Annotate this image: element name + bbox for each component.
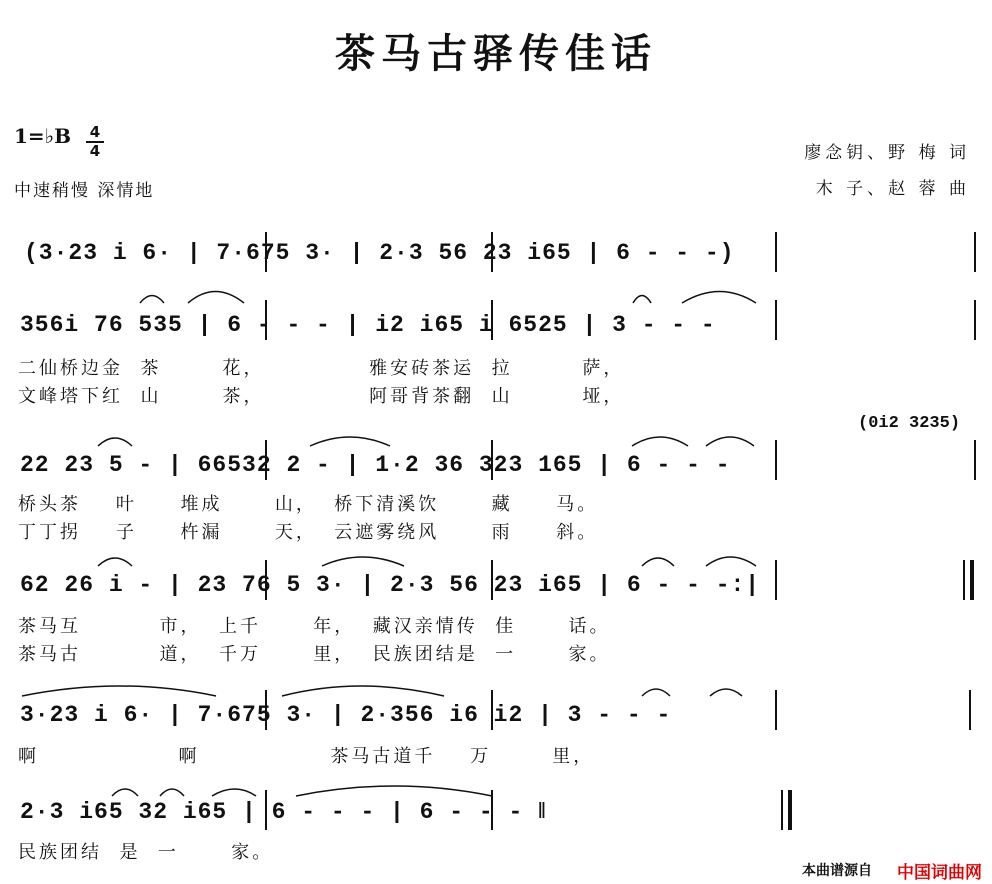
lyric-row-2-verse-2: 文峰塔下红 山 茶， 阿哥背茶翻 山 垭， [18, 386, 625, 407]
lyricist-credit: 廖念钥、野 梅 词 [804, 143, 970, 163]
lyric-row-5-verse-1: 啊 啊 茶马古道千 万 里， [18, 746, 595, 767]
notation-row-6: 2·3 i65 32 i65 | 6 - - - | 6 - - - ‖ [20, 799, 547, 825]
notation-row-3: 22 23 5 - | 66532 2 - | 1·2 36 323 165 | 6 - - - [20, 452, 731, 478]
footer-source-text: 本曲谱源自 [802, 863, 872, 879]
notation-row-5: 3·23 i 6· | 7·675 3· | 2·356 i6 i2 | 3 - - - [20, 702, 672, 728]
lyric-row-3-verse-1: 桥头茶 叶 堆成 山， 桥下清溪饮 藏 马。 [18, 494, 599, 515]
composer-credit: 木 子、赵 蓉 曲 [815, 179, 970, 199]
notation-row-4: 62 26 i - | 23 76 5 3· | 2·3 56 23 i65 | 6 - - -:| [20, 572, 761, 598]
lyric-row-3-verse-2: 丁丁拐 子 杵漏 天， 云遮雾绕风 雨 斜。 [18, 522, 599, 543]
key-signature: 1=♭B [14, 124, 72, 148]
notation-row-2: 356i 76 535 | 6 - - - | i2 i65 i 6525 | 3 - - - [20, 312, 716, 338]
lyric-row-6-verse-1: 民族团结 是 一 家。 [18, 842, 274, 863]
page-title: 茶马古驿传佳话 [335, 30, 657, 77]
lyric-row-2-verse-1: 二仙桥边金 茶 花， 雅安砖茶运 拉 萨， [18, 358, 625, 379]
intro-bracket: (0i2 3235) [858, 414, 961, 433]
notation-row-1: (3·23 i 6· | 7·675 3· | 2·3 56 23 i65 | 6 - - -) [24, 240, 735, 266]
lyric-row-4-verse-1: 茶马互 市， 上千 年， 藏汉亲情传 佳 话。 [18, 616, 611, 637]
lyric-row-4-verse-2: 茶马古 道， 千万 里， 民族团结是 一 家。 [18, 644, 611, 665]
time-bottom: 4 [89, 142, 101, 160]
time-top: 4 [89, 123, 101, 141]
footer-site-link[interactable]: 中国词曲网 [897, 863, 982, 883]
tempo-marking: 中速稍慢 深情地 [14, 181, 155, 201]
